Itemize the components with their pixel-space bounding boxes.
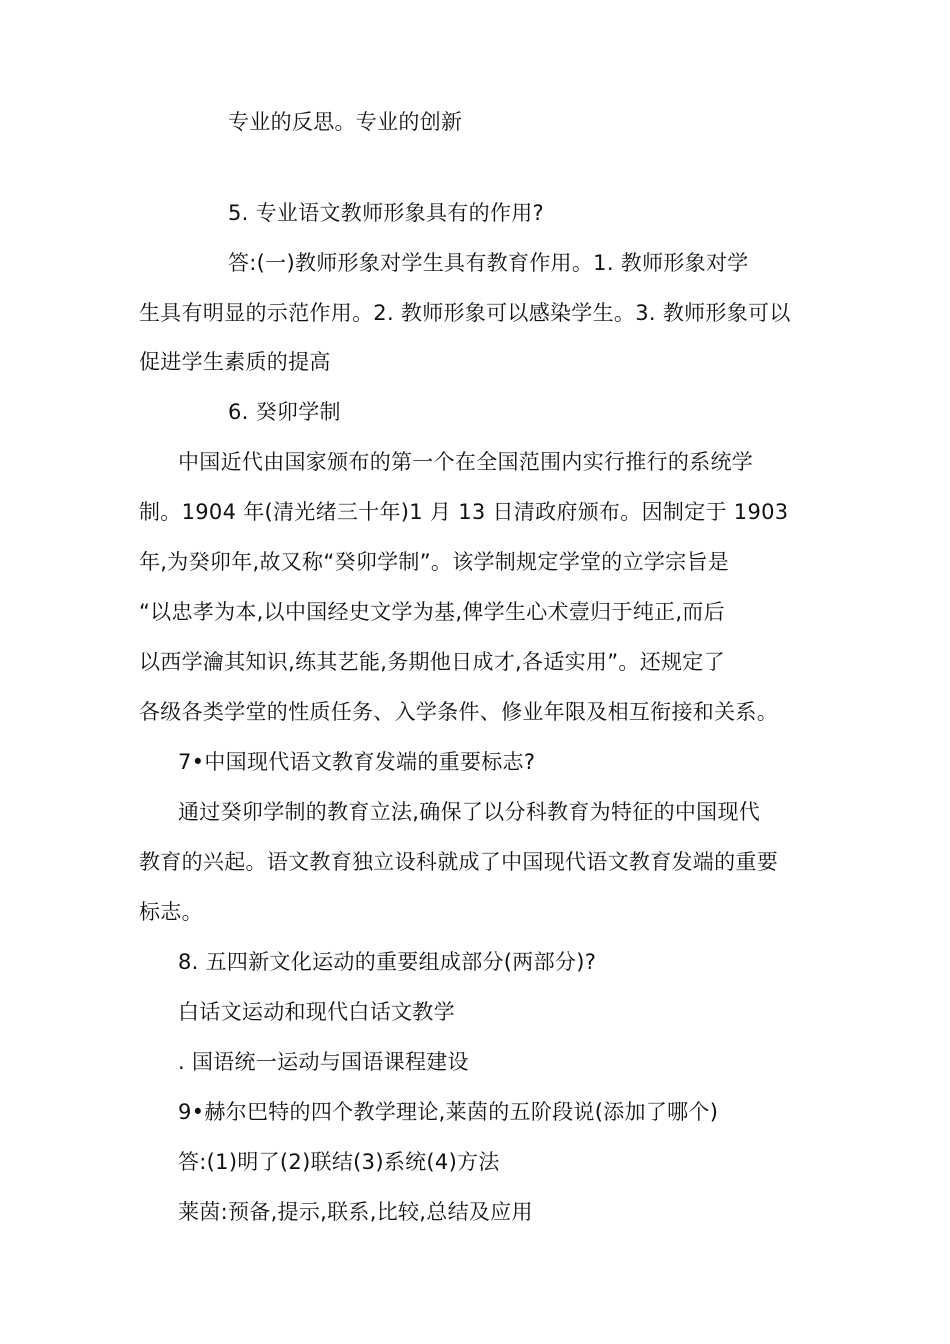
answer-5-line-1: 答:(一)教师形象对学生具有教育作用。1. 教师形象对学 <box>228 251 749 275</box>
question-7: 7•中国现代语文教育发端的重要标志? <box>178 750 536 774</box>
answer-5-line-2: 生具有明显的示范作用。2. 教师形象可以感染学生。3. 教师形象可以 <box>139 301 791 325</box>
question-9: 9•赫尔巴特的四个教学理论,莱茵的五阶段说(添加了哪个) <box>178 1100 719 1124</box>
answer-8-item-2: . 国语统一运动与国语课程建设 <box>178 1050 469 1074</box>
answer-9-line-1: 答:(1)明了(2)联结(3)系统(4)方法 <box>178 1150 500 1174</box>
answer-8-item-1: 白话文运动和现代白话文教学 <box>178 1000 455 1024</box>
heading-6: 6. 癸卯学制 <box>228 400 341 424</box>
paragraph-6-line-4: “以忠孝为本,以中国经史文学为基,俾学生心术壹归于纯正,而后 <box>139 600 725 624</box>
paragraph-7-line-1: 通过癸卯学制的教育立法,确保了以分科教育为特征的中国现代 <box>178 800 761 824</box>
question-8: 8. 五四新文化运动的重要组成部分(两部分)? <box>178 950 597 974</box>
text-line-1: 专业的反思。专业的创新 <box>228 110 463 134</box>
paragraph-6-line-6: 各级各类学堂的性质任务、入学条件、修业年限及相互衔接和关系。 <box>139 700 778 724</box>
paragraph-7-line-3: 标志。 <box>139 900 203 924</box>
paragraph-6-line-1: 中国近代由国家颁布的第一个在全国范围内实行推行的系统学 <box>178 450 754 474</box>
paragraph-6-line-2: 制。1904 年(清光绪三十年)1 月 13 日清政府颁布。因制定于 1903 <box>139 500 789 524</box>
answer-9-line-2: 莱茵:预备,提示,联系,比较,总结及应用 <box>178 1200 533 1224</box>
paragraph-7-line-2: 教育的兴起。语文教育独立设科就成了中国现代语文教育发端的重要 <box>139 850 778 874</box>
question-5: 5. 专业语文教师形象具有的作用? <box>228 201 544 225</box>
answer-5-line-3: 促进学生素质的提高 <box>139 350 331 374</box>
paragraph-6-line-5: 以西学瀹其知识,练其艺能,务期他日成才,各适实用”。还规定了 <box>139 650 725 674</box>
paragraph-6-line-3: 年,为癸卯年,故又称“癸卯学制”。该学制规定学堂的立学宗旨是 <box>139 550 730 574</box>
